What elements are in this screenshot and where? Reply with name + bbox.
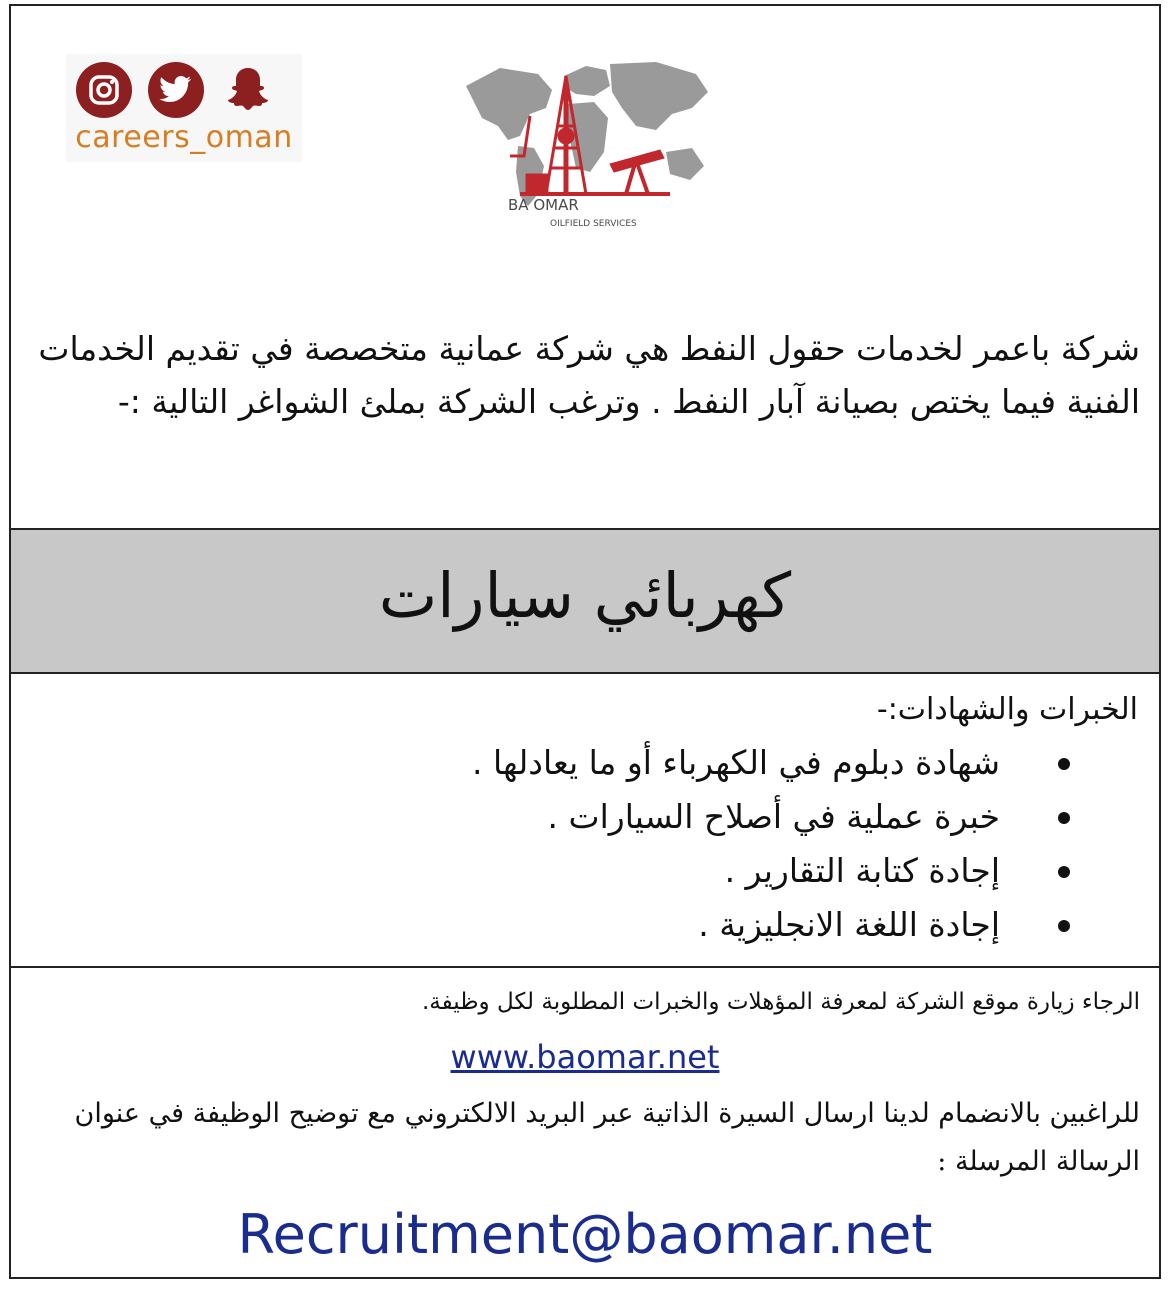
bullet-icon xyxy=(1058,920,1070,932)
website-link[interactable]: www.baomar.net xyxy=(450,1038,720,1076)
bullet-icon xyxy=(1058,866,1070,878)
social-handle[interactable]: careers_oman xyxy=(75,120,293,155)
list-item xyxy=(170,898,1070,952)
visit-website-note: الرجاء زيارة موقع الشركة لمعرفة المؤهلات والخبرات المطلوبة لكل وظيفة. xyxy=(422,989,1140,1015)
job-title-band xyxy=(11,528,1159,674)
twitter-icon[interactable] xyxy=(148,62,204,118)
requirement-text: خبرة عملية في أصلاح السيارات . xyxy=(547,797,1000,836)
bullet-icon xyxy=(1058,812,1070,824)
job-title: كهربائي سيارات xyxy=(378,559,792,632)
recruitment-email-link[interactable]: Recruitment@baomar.net xyxy=(237,1203,933,1266)
apply-instructions: للراغبين بالانضمام لدينا ارسال السيرة الذاتية عبر البريد الالكتروني مع توضيح الوظيفة في عنوان الرسالة المرسلة : xyxy=(74,1098,1140,1177)
social-badge xyxy=(66,54,302,162)
company-logo xyxy=(460,56,716,234)
list-item xyxy=(170,790,1070,844)
requirement-text: إجادة اللغة الانجليزية . xyxy=(698,905,1000,944)
requirements-heading: الخبرات والشهادات:- xyxy=(876,692,1138,727)
requirement-text: إجادة كتابة التقارير . xyxy=(724,851,1000,890)
section-divider xyxy=(11,966,1159,968)
requirement-text: شهادة دبلوم في الكهرباء أو ما يعادلها . xyxy=(471,743,1000,782)
instagram-icon[interactable] xyxy=(76,62,132,118)
snapchat-icon[interactable] xyxy=(220,62,276,118)
logo-subtitle: OILFIELD SERVICES xyxy=(550,219,637,229)
logo-name: BA OMAR xyxy=(508,196,579,214)
bullet-icon xyxy=(1058,758,1070,770)
requirements-list xyxy=(170,736,1070,952)
company-intro: شركة باعمر لخدمات حقول النفط هي شركة عمانية متخصصة في تقديم الخدمات الفنية فيما يختص بصيانة آبار النفط . وترغب الشركة بملئ الشواغر التالية :- xyxy=(38,329,1140,421)
list-item xyxy=(170,844,1070,898)
list-item xyxy=(170,736,1070,790)
